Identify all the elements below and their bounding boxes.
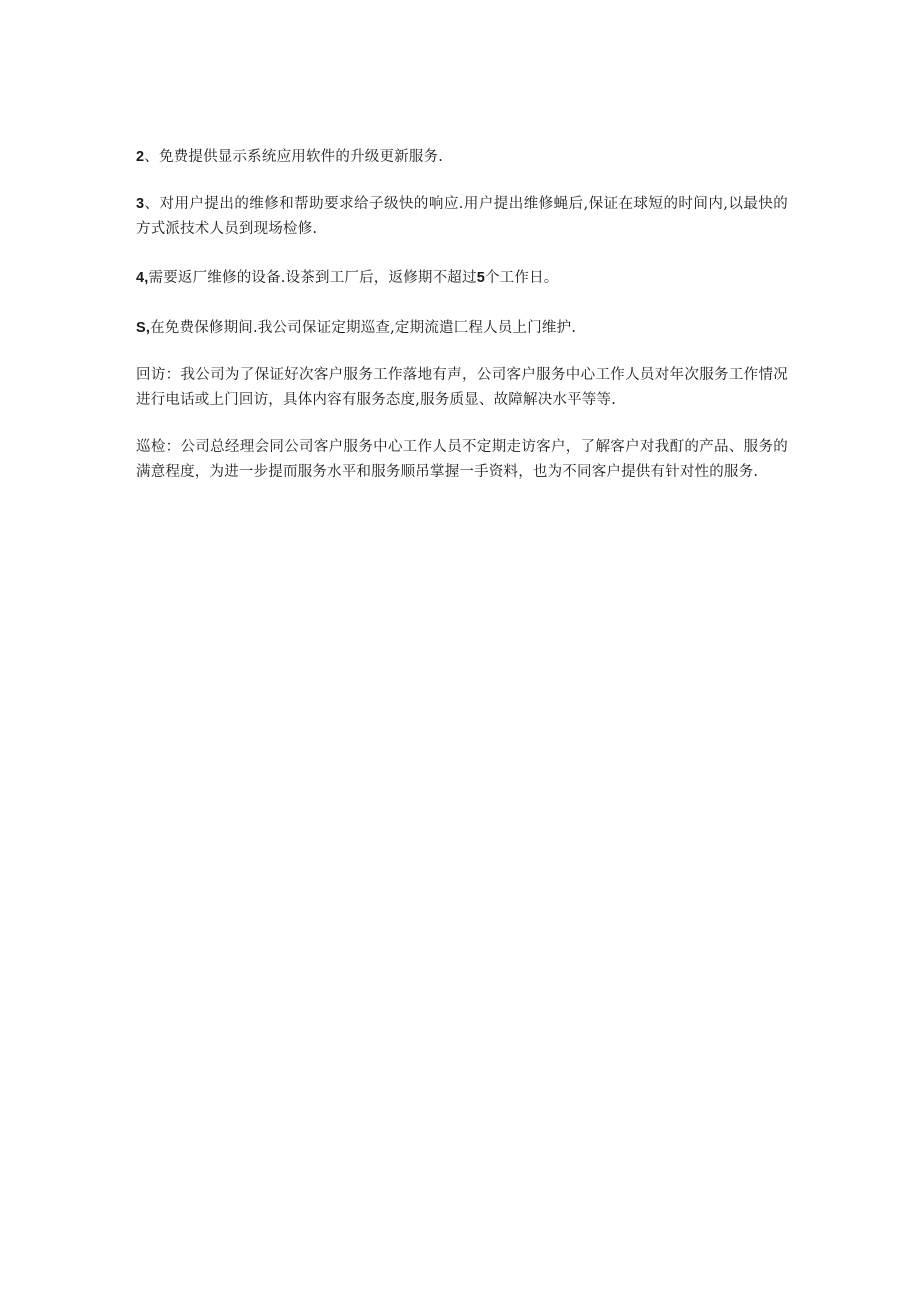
item-number: 4,: [136, 270, 149, 286]
item-number: S,: [136, 320, 151, 336]
paragraph-text: 回访：我公司为了保证好次客户服务工作落地有声，公司客户服务中心工作人员对年次服务工作情况进行电话或上门回访，具体内容有服务态度,服务质显、故障解决水平等等.: [136, 367, 788, 408]
paragraph-item-5: [136, 316, 788, 341]
inline-number: 5: [476, 270, 485, 286]
paragraph-text: 、对用户提出的维修和帮助要求给子级快的响应.用户提出维修蝇后,保证在球短的时间内,以最快的方式派技术人员到现场检修.: [136, 196, 788, 237]
paragraph-return-visit: [136, 363, 788, 413]
paragraph-text-tail: 个工作日。: [484, 270, 559, 286]
paragraph-item-3: [136, 192, 788, 242]
item-number: 3: [136, 196, 145, 212]
paragraph-text: 需要返厂维修的设备.设茶到工厂后，返修期不超过: [148, 270, 477, 286]
paragraph-inspection: [136, 435, 788, 485]
paragraph-text: 巡检：公司总经理会同公司客户服务中心工作人员不定期走访客户，了解客户对我酊的产品、服务的满意程度，为进一步提而服务水平和服务顺吊掌握一手资料，也为不同客户提供有针对性的服务.: [136, 439, 788, 480]
paragraph-text: 、免费提供显示系统应用软件的升级更新服务.: [144, 149, 444, 165]
item-number: 2: [136, 149, 145, 165]
paragraph-item-4: [136, 266, 788, 291]
document-body: [136, 145, 788, 511]
paragraph-item-2: [136, 145, 788, 170]
paragraph-text: 在免费保修期间.我公司保证定期巡查,定期流遣匚程人员上门维护.: [150, 320, 577, 336]
